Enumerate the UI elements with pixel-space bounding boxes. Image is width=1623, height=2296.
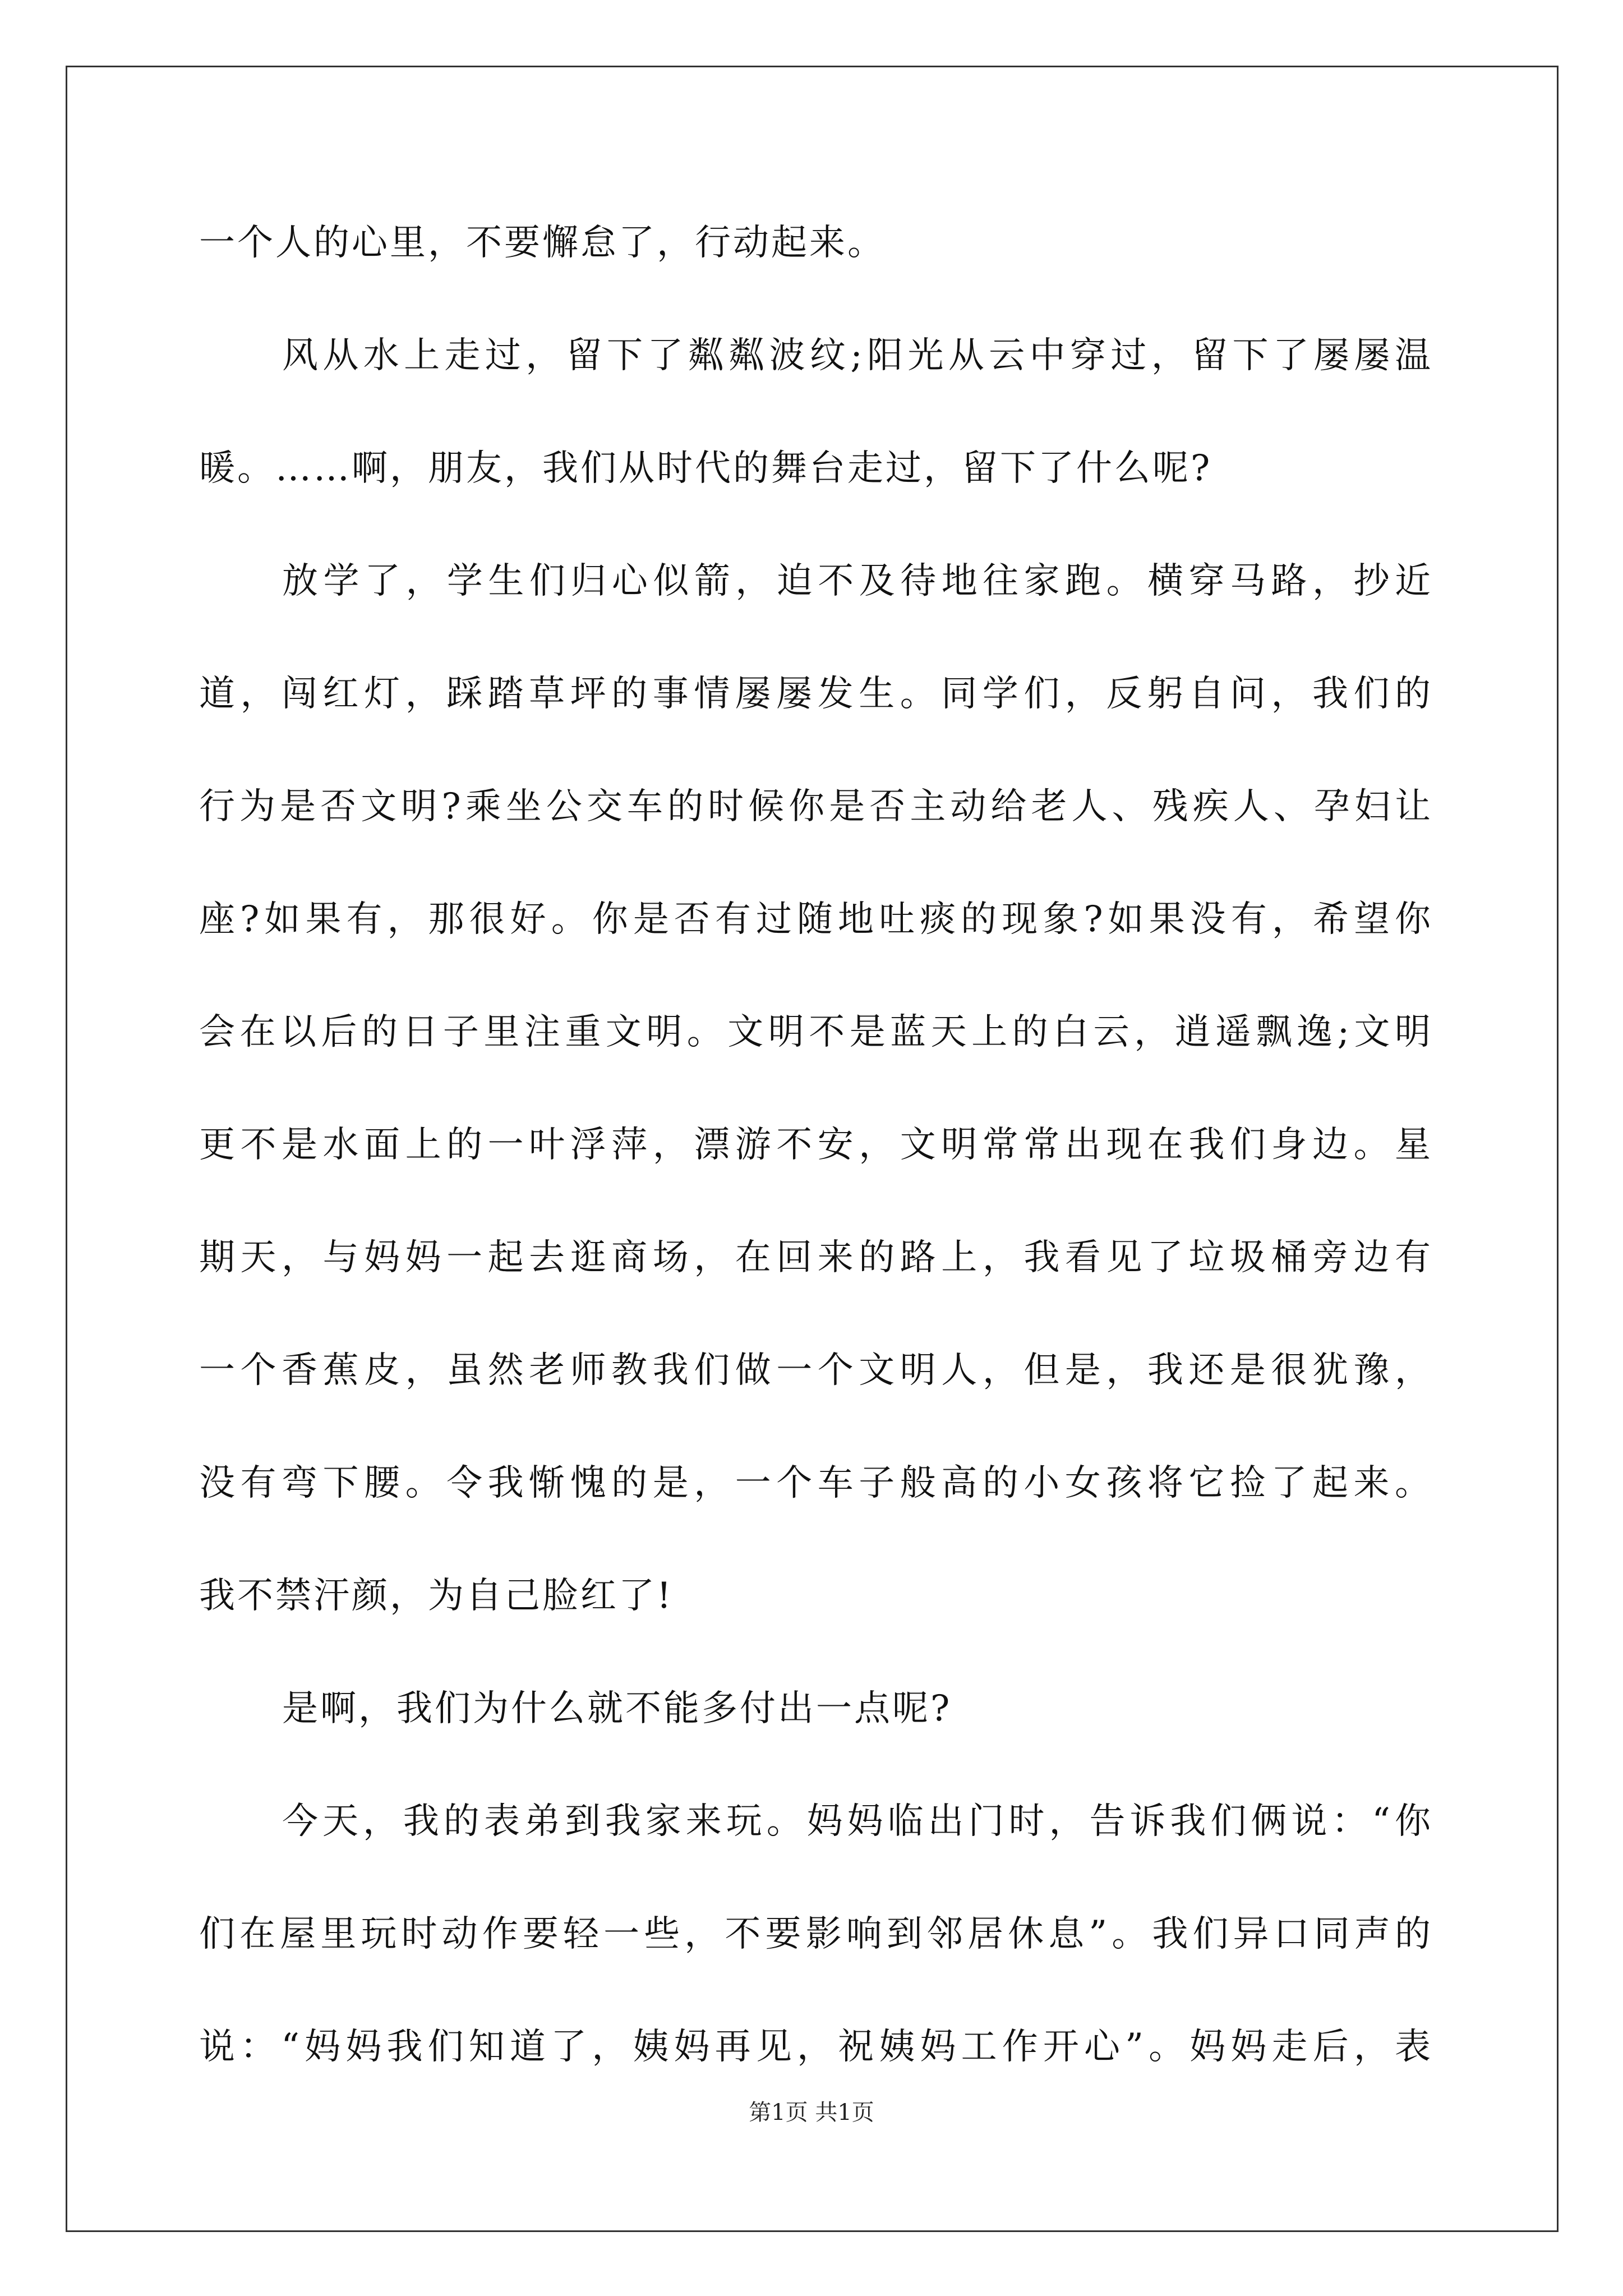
text-line-9: 更不是水面上的一叶浮萍，漂游不安，文明常常出现在我们身边。星 [199, 1124, 1433, 1166]
page-footer: 第1页 共1页 [749, 2100, 874, 2125]
text-line-13: 我不禁汗颜，为自己脸红了! [199, 1575, 674, 1617]
text-line-14: 是啊，我们为什么就不能多付出一点呢? [282, 1688, 952, 1729]
text-line-15: 今天，我的表弟到我家来玩。妈妈临出门时，告诉我们俩说：“你 [282, 1801, 1433, 1842]
text-line-10: 期天，与妈妈一起去逛商场，在回来的路上，我看见了垃圾桶旁边有 [199, 1237, 1433, 1278]
text-line-12: 没有弯下腰。令我惭愧的是，一个车子般高的小女孩将它捡了起来。 [199, 1462, 1433, 1504]
text-line-5: 道，闯红灯，踩踏草坪的事情屡屡发生。同学们，反躬自问，我们的 [199, 673, 1433, 715]
text-line-8: 会在以后的日子里注重文明。文明不是蓝天上的白云，逍遥飘逸;文明 [199, 1011, 1433, 1053]
document-body [199, 218, 1433, 2134]
text-line-2: 风从水上走过，留下了粼粼波纹;阳光从云中穿过，留下了屡屡温 [282, 335, 1433, 376]
text-line-3: 暖。……啊，朋友，我们从时代的舞台走过，留下了什么呢? [199, 448, 1212, 489]
text-line-6: 行为是否文明?乘坐公交车的时候你是否主动给老人、残疾人、孕妇让 [199, 786, 1433, 827]
text-line-4: 放学了，学生们归心似箭，迫不及待地往家跑。横穿马路，抄近 [282, 560, 1433, 602]
text-line-11: 一个香蕉皮，虽然老师教我们做一个文明人，但是，我还是很犹豫， [199, 1350, 1433, 1391]
text-line-7: 座?如果有，那很好。你是否有过随地吐痰的现象?如果没有，希望你 [199, 899, 1433, 940]
text-line-1: 一个人的心里，不要懈怠了，行动起来。 [199, 222, 886, 264]
text-line-16: 们在屋里玩时动作要轻一些，不要影响到邻居休息”。我们异口同声的 [199, 1913, 1433, 1955]
text-line-17: 说：“妈妈我们知道了，姨妈再见，祝姨妈工作开心”。妈妈走后，表 [199, 2026, 1433, 2068]
